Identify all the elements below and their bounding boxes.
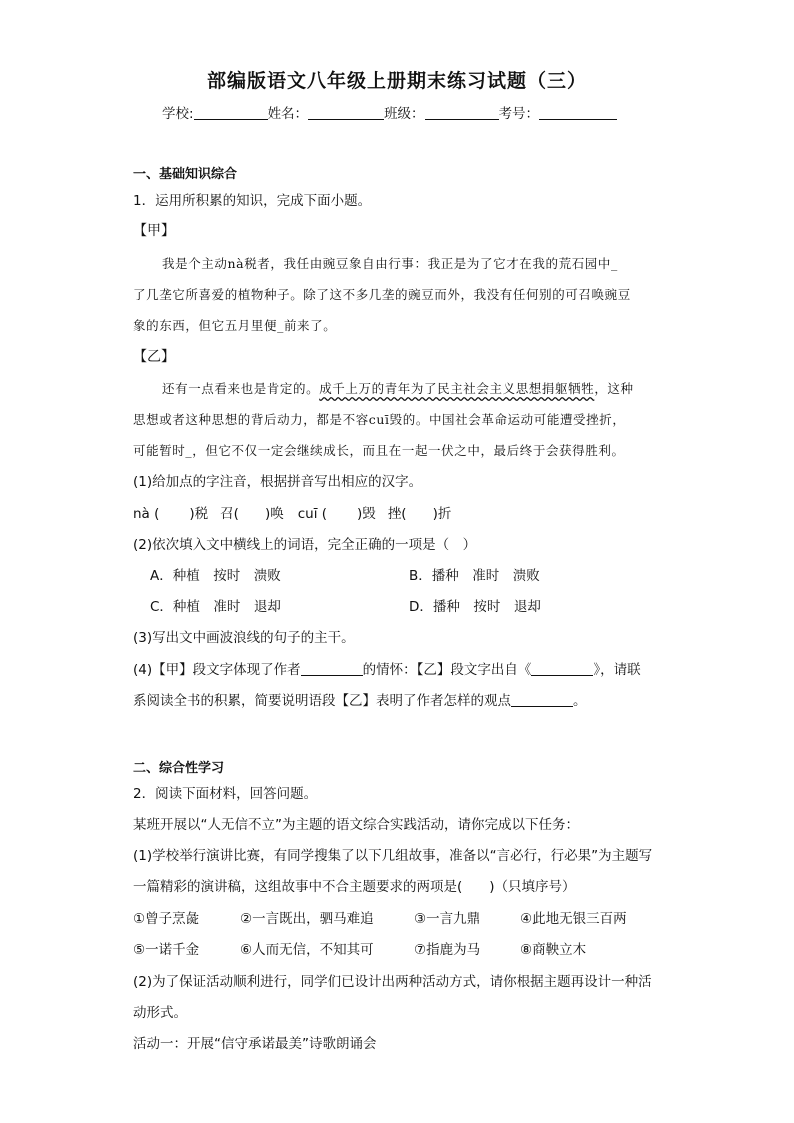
answer-blank[interactable] [301,661,363,676]
sub-question-1-continued: 一篇精彩的演讲稿，这组故事中不合主题要求的两项是( )（只填序号） [133,879,576,895]
pinyin-item-b-close: )唤 [264,506,284,522]
question-2: 2．阅读下面材料，回答问题。 [133,786,318,802]
pinyin-item-a-open: nà ( [133,506,160,522]
activity-intro: 某班开展以“人无信不立”为主题的语文综合实践活动，请你完成以下任务： [133,817,579,833]
passage-yi-text: 还有一点看来也是肯定的。 [162,381,320,396]
sub-question-4-text: (4)【甲】段文字体现了作者 [133,662,301,678]
sub-question-4-text: 》，请联 [593,662,641,678]
sub-question-2-continued: 动形式。 [133,1005,187,1021]
story-item: ①曾子烹彘 [133,911,200,927]
option-c[interactable]: C．种植 准时 退却 [150,599,281,615]
school-field[interactable] [194,105,268,120]
sub-question-2: (2)为了保证活动顺利进行，同学们已设计出两种活动方式，请你根据主题再设计一种活 [133,974,652,990]
pinyin-item-d-open: 挫( [387,506,407,522]
section-2-heading: 二、综合性学习 [133,761,225,776]
sub-question-4-text: 的情怀：【乙】段文字出自《 [362,662,532,678]
story-item: ⑧商鞅立木 [520,942,587,958]
passage-jia-line: 我是个主动nà税者，我任由豌豆象自由行事：我正是为了它才在我的荒石园中_ [162,256,618,271]
sub-question-3: (3)写出文中画波浪线的句子的主干。 [133,630,355,646]
exam-number-field[interactable] [539,105,617,120]
passage-jia-line: 了几垄它所喜爱的植物种子。除了这不多几垄的豌豆而外，我没有任何别的可召唤豌豆 [133,287,631,302]
pinyin-item-c-open: cuī ( [297,506,328,522]
sub-question-4 [133,661,641,679]
section-1-heading: 一、基础知识综合 [133,167,238,182]
passage-yi-label: 【乙】 [133,349,175,365]
answer-blank[interactable] [511,692,573,707]
option-b[interactable]: B．播种 准时 溃败 [409,568,540,584]
story-item: ③一言九鼎 [414,911,481,927]
class-field[interactable] [425,105,499,120]
name-field[interactable] [308,105,384,120]
passage-yi-text: ，这种 [594,381,634,396]
passage-jia-label: 【甲】 [133,223,175,239]
exam-number-label: 考号： [498,106,540,122]
pinyin-item-d-close: )折 [432,506,452,522]
student-info-line [162,102,617,122]
school-label: 学校: [162,106,194,122]
passage-yi-line [162,380,634,398]
story-item: ⑦指鹿为马 [414,942,481,958]
sub-question-4-text: 系阅读全书的积累，简要说明语段【乙】表明了作者怎样的观点 [133,693,511,709]
sub-question-4-text: 。 [573,693,587,709]
sub-question-2: (2)依次填入文中横线上的词语，完全正确的一项是（ ） [133,537,477,553]
wavy-underlined-sentence: 成千上万的青年为了民主社会主义思想捐躯牺牲 [319,381,595,396]
answer-blank[interactable] [531,661,593,676]
sub-question-1: (1)学校举行演讲比赛，有同学搜集了以下几组故事，准备以“言必行，行必果”为主题写 [133,848,653,864]
page-title: 部编版语文八年级上册期末练习试题（三） [206,70,587,92]
passage-yi-line: 可能暂时_，但它不仅一定会继续成长，而且在一起一伏之中，最后终于会获得胜利。 [133,443,625,458]
pinyin-row [133,505,451,523]
story-item: ⑤一诺千金 [133,942,200,958]
class-label: 班级： [384,106,425,122]
passage-yi-line: 思想或者这种思想的背后动力，都是不容cuī毁的。中国社会革命运动可能遭受挫折， [133,412,626,427]
pinyin-item-a-close: )税 [189,506,209,522]
story-item: ②一言既出，驷马难追 [240,911,374,927]
sub-question-4-continued [133,692,587,710]
question-1: 1．运用所积累的知识，完成下面小题。 [133,193,372,209]
option-d[interactable]: D．播种 按时 退却 [409,599,541,615]
activity-one: 活动一：开展“信守承诺最美”诗歌朗诵会 [133,1036,377,1052]
pinyin-item-b-open: 召( [220,506,239,522]
passage-jia-line: 象的东西，但它五月里便_前来了。 [133,318,337,333]
sub-question-1: (1)给加点的字注音，根据拼音写出相应的汉字。 [133,474,423,490]
story-item: ④此地无银三百两 [520,911,627,927]
story-item: ⑥人而无信，不知其可 [240,942,374,958]
name-label: 姓名： [267,106,309,122]
pinyin-item-c-close: )毁 [357,506,376,522]
option-a[interactable]: A．种植 按时 溃败 [150,568,281,584]
